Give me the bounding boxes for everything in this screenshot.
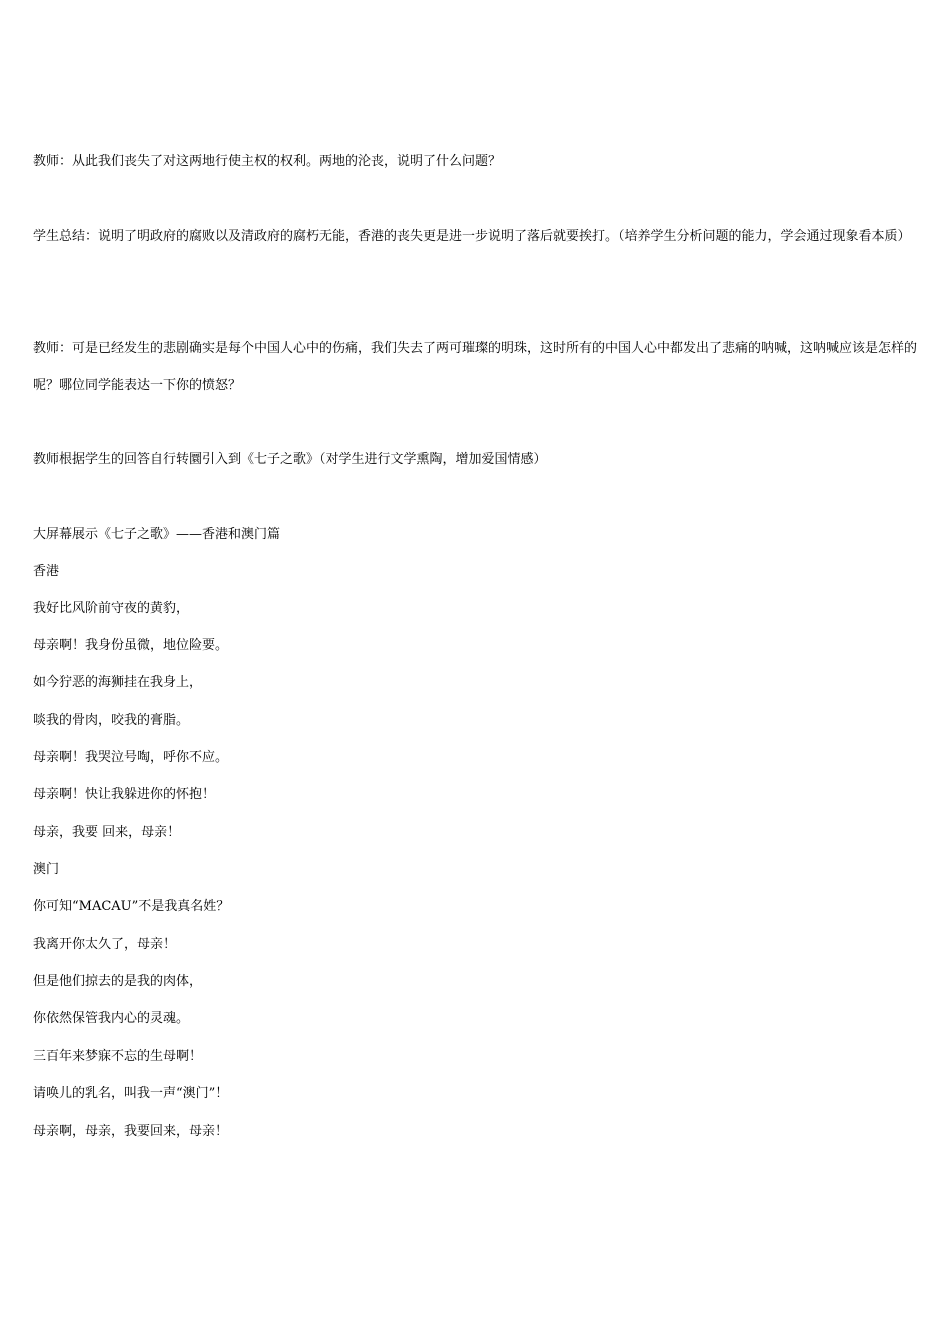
- poem-line: 如今狞恶的海狮挂在我身上，: [33, 675, 203, 690]
- poem-line: 啖我的骨肉，咬我的膏脂。: [33, 713, 190, 728]
- poem-section-title-macau: 澳门: [33, 862, 60, 877]
- poem-line: 母亲啊！我哭泣号啕，呼你不应。: [33, 750, 229, 765]
- poem-line: 你依然保管我内心的灵魂。: [33, 1011, 190, 1026]
- poem-line: 我离开你太久了，母亲！: [33, 937, 177, 952]
- paragraph-teacher-prompt: 教师：可是已经发生的悲剧确实是每个中国人心中的伤痛，我们失去了两可璀璨的明珠，这时所有的中国人心中都发出了悲痛的呐喊，这呐喊应该是怎样的呢？哪位同学能表达一下你的愤怒？: [33, 341, 918, 393]
- poem-line: 母亲啊！我身份虽微，地位险要。: [33, 638, 229, 653]
- poem-intro: 大屏幕展示《七子之歌》——香港和澳门篇: [33, 527, 281, 542]
- poem-line: 母亲啊！快让我躲进你的怀抱！: [33, 787, 216, 802]
- poem-line: 我好比风阶前守夜的黄豹，: [33, 601, 190, 616]
- poem-line: 母亲啊，母亲，我要回来，母亲！: [33, 1124, 229, 1139]
- poem-line: 三百年来梦寐不忘的生母啊！: [33, 1049, 203, 1064]
- paragraph-teacher-question: 教师：从此我们丧失了对这两地行使主权的权利。两地的沦丧，说明了什么问题？: [33, 154, 502, 169]
- poem-line: 母亲，我要 回来，母亲！: [33, 825, 181, 840]
- paragraph-teacher-transition: 教师根据学生的回答自行转圜引入到《七子之歌》（对学生进行文学熏陶，增加爱国情感）: [33, 452, 547, 467]
- poem-section-title-hongkong: 香港: [33, 564, 60, 579]
- poem-line: 请唤儿的乳名，叫我一声“澳门”！: [33, 1086, 229, 1101]
- paragraph-student-summary: 学生总结：说明了明政府的腐败以及清政府的腐朽无能，香港的丧失更是进一步说明了落后就要挨打。（培养学生分析问题的能力，学会通过现象看本质）: [33, 229, 911, 244]
- poem-line: 但是他们掠去的是我的肉体，: [33, 974, 203, 989]
- poem-line: 你可知“MACAU”不是我真名姓？: [33, 899, 230, 914]
